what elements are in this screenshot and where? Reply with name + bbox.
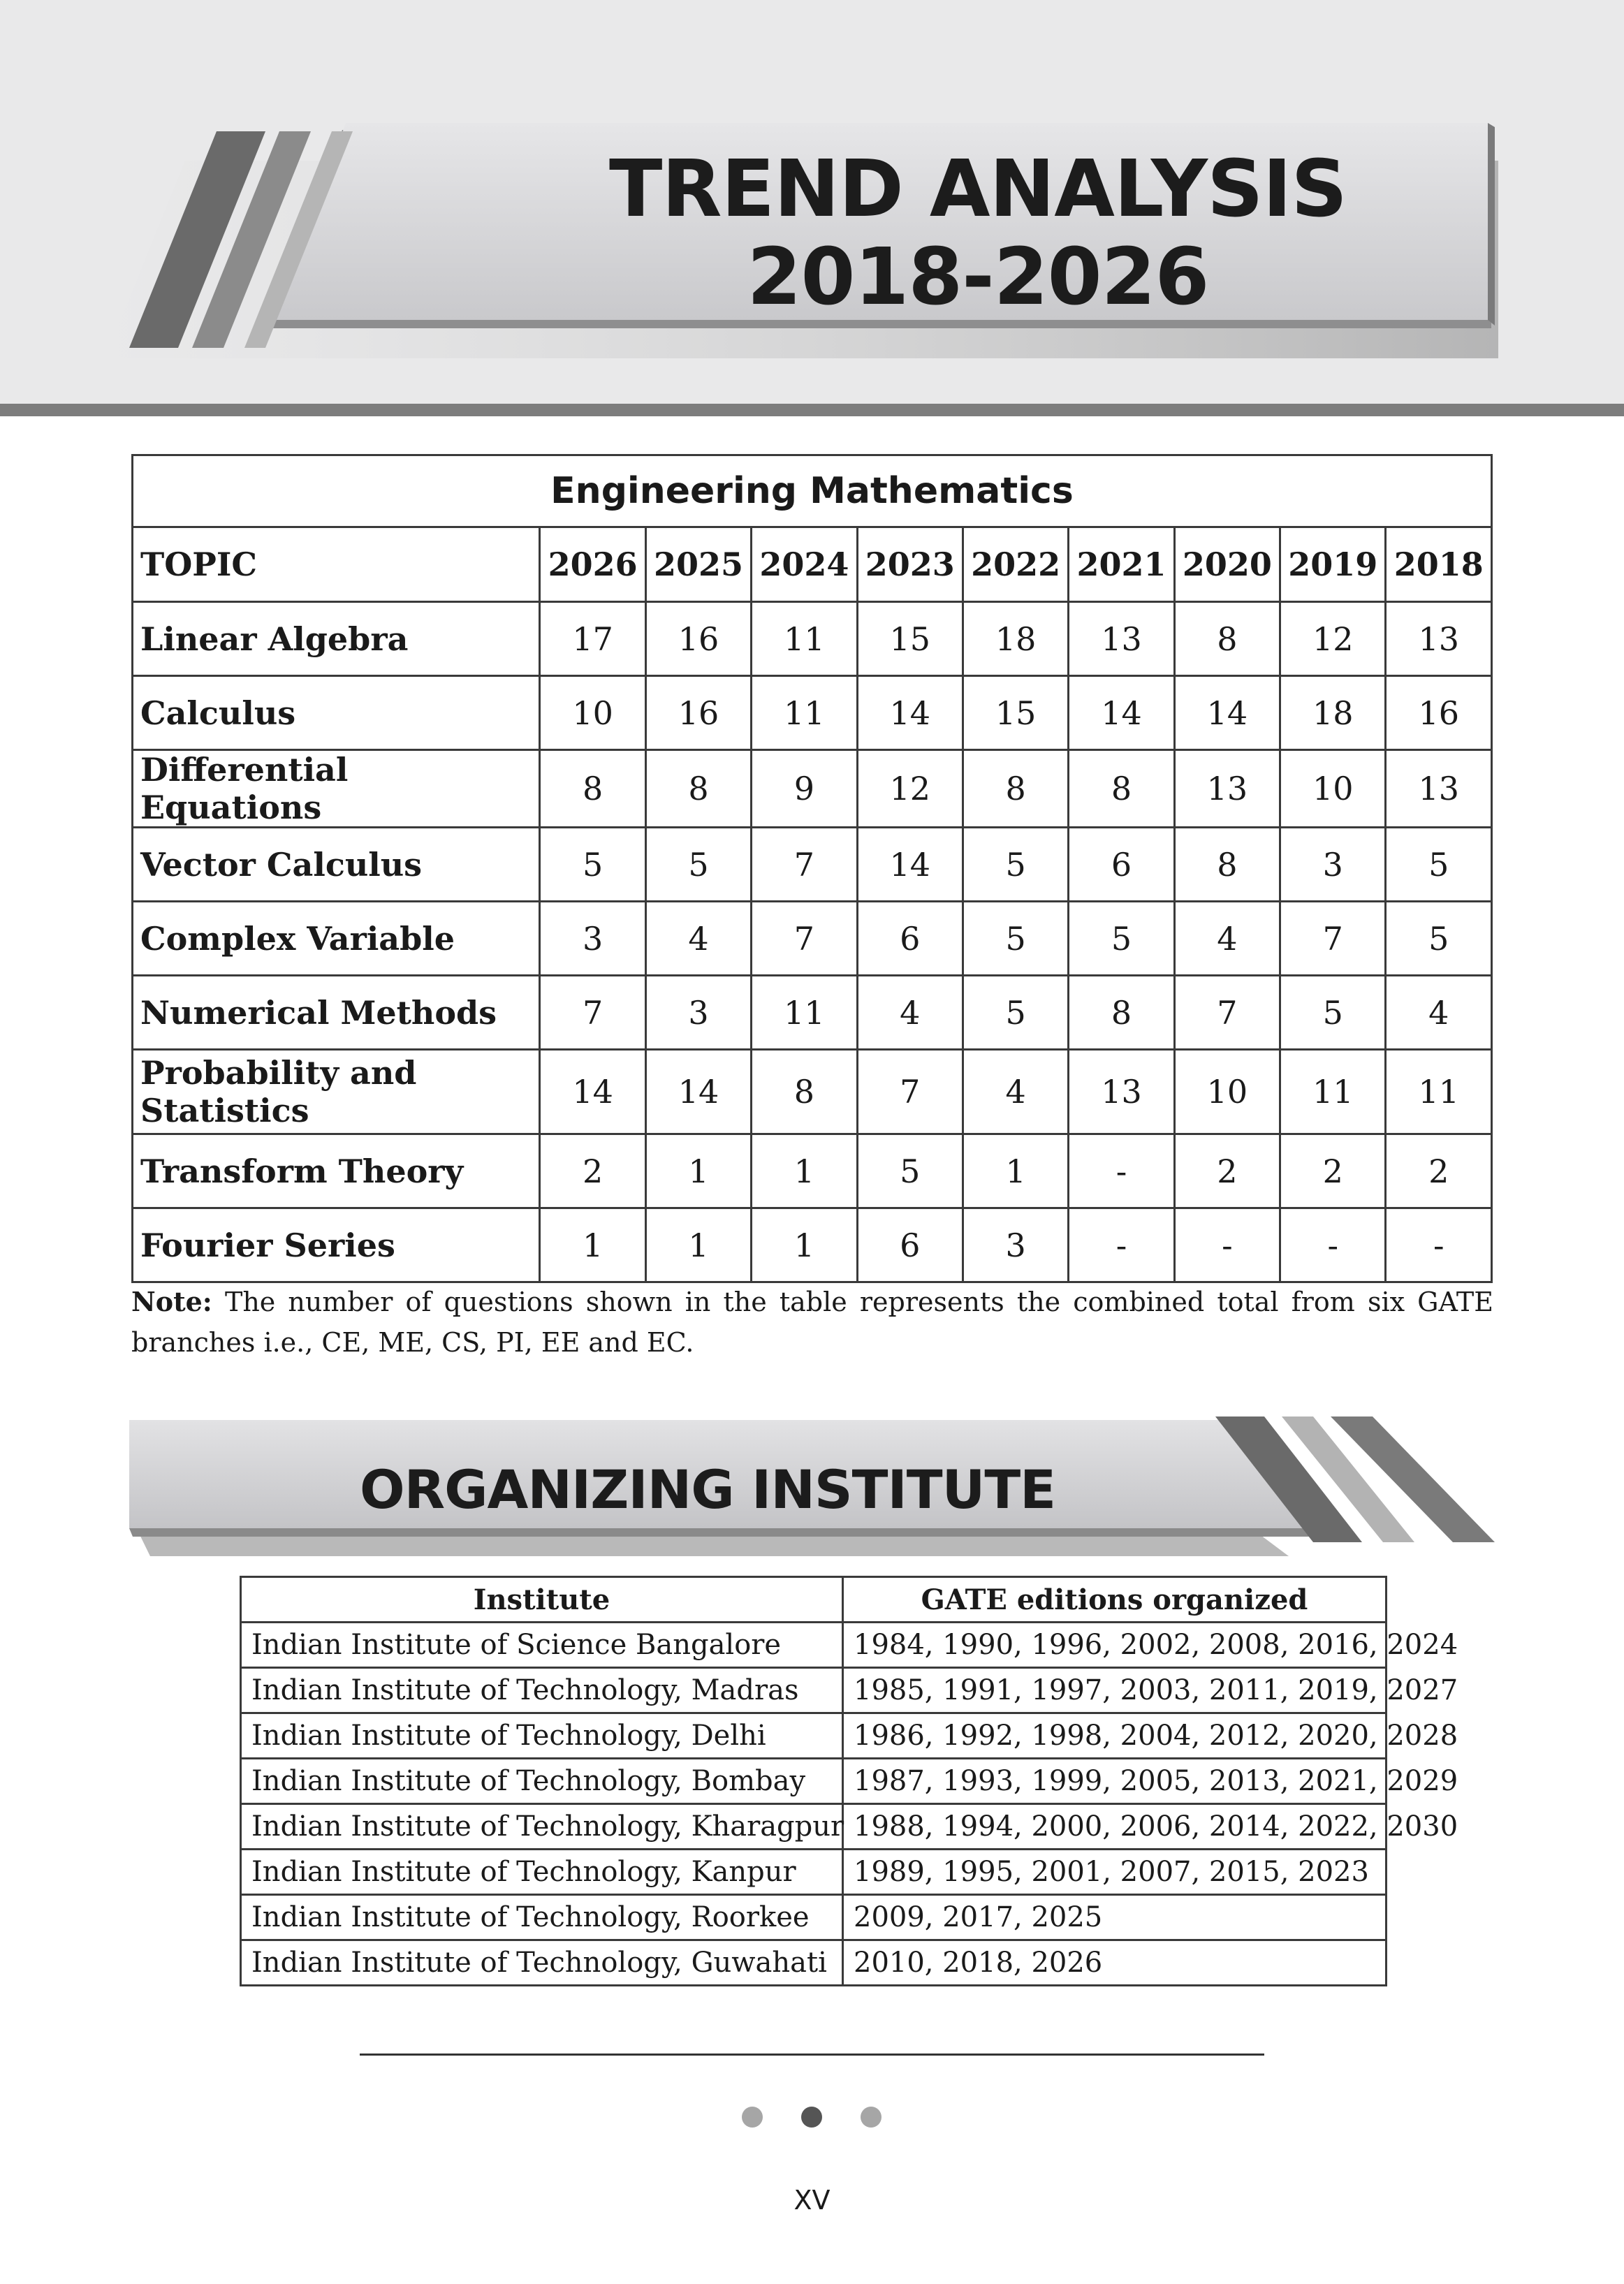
value-cell: 3 (540, 902, 645, 976)
table-row (241, 1759, 1387, 1804)
value-cell: 5 (540, 828, 645, 902)
value-cell: 15 (963, 676, 1068, 750)
value-cell: 10 (540, 676, 645, 750)
title-line-2: 2018-2026 (747, 232, 1209, 323)
value-cell: 11 (752, 676, 857, 750)
value-cell: 7 (752, 828, 857, 902)
value-cell: 8 (1174, 828, 1280, 902)
table-row (133, 828, 1492, 902)
page-dot (861, 2107, 882, 2128)
value-cell: 8 (963, 750, 1068, 828)
header-rule (0, 404, 1624, 416)
value-cell: 4 (1386, 976, 1492, 1050)
value-cell: 2 (1280, 1134, 1386, 1208)
value-cell: 6 (1069, 828, 1174, 902)
topic-cell: Fourier Series (133, 1208, 540, 1282)
value-cell: 11 (752, 602, 857, 676)
year-header: 2023 (857, 527, 963, 602)
value-cell: 15 (857, 602, 963, 676)
value-cell: 4 (857, 976, 963, 1050)
value-cell: 5 (857, 1134, 963, 1208)
value-cell: 5 (963, 828, 1068, 902)
value-cell: - (1280, 1208, 1386, 1282)
value-cell: 7 (752, 902, 857, 976)
year-header: 2024 (752, 527, 857, 602)
value-cell: 6 (857, 902, 963, 976)
value-cell: 3 (645, 976, 751, 1050)
value-cell: 13 (1386, 602, 1492, 676)
value-cell: 8 (752, 1050, 857, 1134)
institute-cell: Indian Institute of Technology, Bombay (241, 1759, 843, 1804)
year-header: 2019 (1280, 527, 1386, 602)
note-text: The number of questions shown in the table represents the combined total from six GATE branches i.e., CE, ME, CS, PI, EE and EC. (131, 1287, 1493, 1358)
page-title (451, 145, 1505, 321)
value-cell: 4 (963, 1050, 1068, 1134)
value-cell: 5 (1069, 902, 1174, 976)
year-header: 2020 (1174, 527, 1280, 602)
table-row (241, 1623, 1387, 1668)
trend-table (131, 454, 1493, 1283)
value-cell: 5 (1386, 902, 1492, 976)
table-row (133, 602, 1492, 676)
note-label: Note: (131, 1286, 212, 1317)
value-cell: 11 (1386, 1050, 1492, 1134)
topic-cell: Transform Theory (133, 1134, 540, 1208)
topic-cell: Calculus (133, 676, 540, 750)
table-row (241, 1895, 1387, 1940)
value-cell: 1 (645, 1134, 751, 1208)
value-cell: 8 (1069, 750, 1174, 828)
institute-cell: Indian Institute of Science Bangalore (241, 1623, 843, 1668)
value-cell: 2 (540, 1134, 645, 1208)
table-note (131, 1282, 1493, 1363)
year-header: 2025 (645, 527, 751, 602)
value-cell: 9 (752, 750, 857, 828)
value-cell: 2 (1174, 1134, 1280, 1208)
editions-cell: 2009, 2017, 2025 (843, 1895, 1387, 1940)
value-cell: 13 (1069, 602, 1174, 676)
topic-cell: Probability and Statistics (133, 1050, 540, 1134)
topic-cell: Differential Equations (133, 750, 540, 828)
table-row (133, 1050, 1492, 1134)
value-cell: 14 (857, 676, 963, 750)
editions-cell: 1984, 1990, 1996, 2002, 2008, 2016, 2024 (843, 1623, 1387, 1668)
topic-cell: Vector Calculus (133, 828, 540, 902)
value-cell: 7 (1280, 902, 1386, 976)
value-cell: 5 (963, 976, 1068, 1050)
value-cell: 6 (857, 1208, 963, 1282)
organizing-banner (129, 1416, 1498, 1563)
organizing-heading: ORGANIZING INSTITUTE (360, 1458, 1056, 1521)
value-cell: 11 (1280, 1050, 1386, 1134)
editions-column-header: GATE editions organized (843, 1577, 1387, 1623)
institute-table (240, 1576, 1458, 1986)
institute-cell: Indian Institute of Technology, Madras (241, 1668, 843, 1713)
table-row (133, 676, 1492, 750)
value-cell: 17 (540, 602, 645, 676)
table-row (241, 1804, 1387, 1850)
editions-cell: 1988, 1994, 2000, 2006, 2014, 2022, 2030 (843, 1804, 1387, 1850)
institute-cell: Indian Institute of Technology, Roorkee (241, 1895, 843, 1940)
value-cell: - (1069, 1134, 1174, 1208)
value-cell: 8 (1174, 602, 1280, 676)
value-cell: 4 (645, 902, 751, 976)
value-cell: 10 (1280, 750, 1386, 828)
institute-cell: Indian Institute of Technology, Guwahati (241, 1940, 843, 1986)
value-cell: - (1069, 1208, 1174, 1282)
value-cell: 1 (963, 1134, 1068, 1208)
year-header: 2026 (540, 527, 645, 602)
table-row (133, 976, 1492, 1050)
table-row (241, 1850, 1387, 1895)
value-cell: - (1386, 1208, 1492, 1282)
value-cell: 12 (857, 750, 963, 828)
value-cell: 2 (1386, 1134, 1492, 1208)
value-cell: 7 (540, 976, 645, 1050)
table-row (241, 1940, 1387, 1986)
title-banner (101, 117, 1505, 358)
page-dot-active (801, 2107, 822, 2128)
institute-cell: Indian Institute of Technology, Kanpur (241, 1850, 843, 1895)
value-cell: 14 (1069, 676, 1174, 750)
editions-cell: 1989, 1995, 2001, 2007, 2015, 2023 (843, 1850, 1387, 1895)
table-header-row (133, 527, 1492, 602)
page-number: XV (793, 2185, 831, 2216)
title-line-1: TREND ANALYSIS (609, 144, 1347, 235)
value-cell: 1 (540, 1208, 645, 1282)
value-cell: 8 (540, 750, 645, 828)
institute-cell: Indian Institute of Technology, Delhi (241, 1713, 843, 1759)
topic-header: TOPIC (133, 527, 540, 602)
value-cell: 7 (1174, 976, 1280, 1050)
value-cell: 1 (645, 1208, 751, 1282)
value-cell: 3 (963, 1208, 1068, 1282)
topic-cell: Linear Algebra (133, 602, 540, 676)
editions-cell: 1985, 1991, 1997, 2003, 2011, 2019, 2027 (843, 1668, 1387, 1713)
institute-cell: Indian Institute of Technology, Kharagpur (241, 1804, 843, 1850)
value-cell: 13 (1174, 750, 1280, 828)
table-row (133, 1208, 1492, 1282)
value-cell: 1 (752, 1208, 857, 1282)
table-caption: Engineering Mathematics (133, 455, 1492, 527)
value-cell: 18 (963, 602, 1068, 676)
value-cell: 5 (963, 902, 1068, 976)
institute-column-header: Institute (241, 1577, 843, 1623)
value-cell: 5 (645, 828, 751, 902)
value-cell: 7 (857, 1050, 963, 1134)
table-row (133, 1134, 1492, 1208)
year-header: 2022 (963, 527, 1068, 602)
table-row (133, 902, 1492, 976)
value-cell: 5 (1386, 828, 1492, 902)
value-cell: 14 (540, 1050, 645, 1134)
value-cell: 5 (1280, 976, 1386, 1050)
value-cell: 12 (1280, 602, 1386, 676)
editions-cell: 2010, 2018, 2026 (843, 1940, 1387, 1986)
value-cell: 4 (1174, 902, 1280, 976)
table-row (241, 1713, 1387, 1759)
value-cell: 13 (1386, 750, 1492, 828)
value-cell: 14 (645, 1050, 751, 1134)
value-cell: 11 (752, 976, 857, 1050)
value-cell: 14 (1174, 676, 1280, 750)
institute-table-header (241, 1577, 1387, 1623)
value-cell: 14 (857, 828, 963, 902)
value-cell: 10 (1174, 1050, 1280, 1134)
value-cell: - (1174, 1208, 1280, 1282)
editions-cell: 1986, 1992, 1998, 2004, 2012, 2020, 2028 (843, 1713, 1387, 1759)
table-row (133, 750, 1492, 828)
value-cell: 16 (645, 676, 751, 750)
value-cell: 13 (1069, 1050, 1174, 1134)
value-cell: 1 (752, 1134, 857, 1208)
editions-cell: 1987, 1993, 1999, 2005, 2013, 2021, 2029 (843, 1759, 1387, 1804)
year-header: 2018 (1386, 527, 1492, 602)
page-dot (742, 2107, 763, 2128)
value-cell: 16 (645, 602, 751, 676)
footer-rule (360, 2054, 1264, 2056)
topic-cell: Numerical Methods (133, 976, 540, 1050)
value-cell: 8 (645, 750, 751, 828)
value-cell: 16 (1386, 676, 1492, 750)
value-cell: 3 (1280, 828, 1386, 902)
table-row (241, 1668, 1387, 1713)
value-cell: 8 (1069, 976, 1174, 1050)
year-header: 2021 (1069, 527, 1174, 602)
topic-cell: Complex Variable (133, 902, 540, 976)
value-cell: 18 (1280, 676, 1386, 750)
